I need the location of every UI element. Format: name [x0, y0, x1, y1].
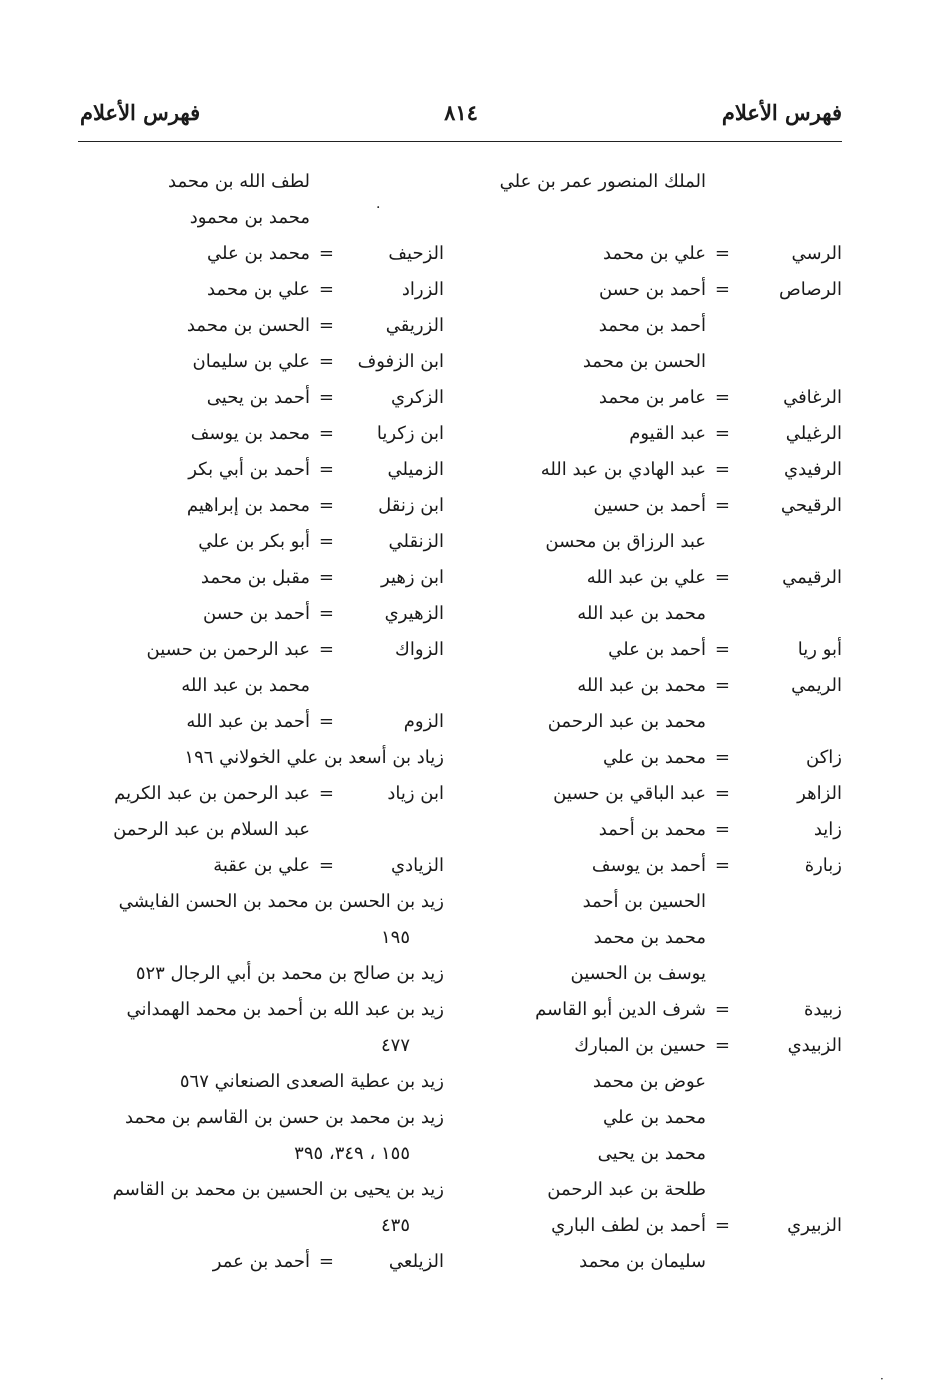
page-header [80, 100, 842, 134]
index-entry [70, 236, 444, 272]
index-entry [70, 380, 444, 416]
entry-surname: الرسي [791, 243, 842, 264]
index-entry [499, 164, 842, 200]
entry-surname: ابن زهير [381, 567, 444, 588]
entry-equals: = [714, 387, 730, 408]
index-entry [510, 488, 842, 524]
index-entry [70, 416, 444, 452]
entry-equals: = [318, 495, 334, 516]
entry-surname: الرقيحي [780, 495, 842, 516]
entry-surname: الزبيدي [787, 1035, 842, 1056]
entry-equals: = [318, 639, 334, 660]
entry-name: أحمد بن يحيى [206, 387, 310, 408]
entry-equals: = [714, 495, 730, 516]
index-entry [510, 920, 842, 956]
index-entry [510, 200, 842, 236]
entry-surname: زايد [813, 819, 842, 840]
entry-name: عبد الرحمن بن حسين [146, 639, 310, 660]
entry-equals: = [318, 351, 334, 372]
entry-equals: = [714, 855, 730, 876]
stray-mark: · [376, 200, 381, 216]
entry-equals: = [318, 711, 334, 732]
entry-surname: الرقيمي [782, 567, 842, 588]
index-entry [510, 344, 842, 380]
index-entry [510, 668, 842, 704]
index-column-left [70, 164, 444, 1280]
entry-equals: = [318, 315, 334, 336]
index-entry [70, 920, 444, 956]
index-entry [70, 1208, 444, 1244]
entry-name: علي بن محمد [603, 243, 706, 264]
entry-surname: الزواك [395, 639, 444, 660]
entry-surname: الرصاص [779, 279, 842, 300]
index-entry [510, 236, 842, 272]
entry-name: زيد بن الحسن بن محمد بن الحسن الفايشي [118, 891, 444, 912]
entry-name: محمد بن عبد الله [181, 675, 310, 696]
header-rule [78, 141, 842, 142]
entry-name: الحسن بن محمد [186, 315, 310, 336]
index-entry [510, 560, 842, 596]
entry-surname: زبيدة [803, 999, 842, 1020]
entry-pages: ٤٧٧ [380, 1035, 410, 1056]
entry-surname: الزبيري [787, 1215, 842, 1236]
index-entry [510, 416, 842, 452]
entry-name: عامر بن محمد [598, 387, 706, 408]
index-entry [70, 488, 444, 524]
index-entry [70, 1100, 444, 1136]
entry-equals: = [714, 675, 730, 696]
entry-name: محمد بن عبد الله [577, 675, 706, 696]
entry-name: لطف الله بن محمد [168, 171, 310, 192]
entry-equals: = [318, 783, 334, 804]
entry-surname: الرغيلي [785, 423, 842, 444]
entry-equals: = [714, 783, 730, 804]
entry-surname: الزاهر [797, 783, 842, 804]
index-entry [510, 1172, 842, 1208]
index-entry [510, 1028, 842, 1064]
entry-name: أحمد بن أبي بكر [188, 459, 310, 480]
entry-surname: الزوم [403, 711, 444, 732]
index-entry [510, 1136, 842, 1172]
entry-name: أحمد بن يوسف [591, 855, 706, 876]
entry-surname: الريمي [791, 675, 842, 696]
index-entry [510, 380, 842, 416]
entry-equals: = [714, 1215, 730, 1236]
index-entry [70, 992, 444, 1028]
entry-name: شرف الدين أبو القاسم [535, 999, 706, 1020]
entry-name: عبد الهادي بن عبد الله [540, 459, 706, 480]
entry-equals: = [318, 1251, 334, 1272]
index-entry [510, 1100, 842, 1136]
entry-surname: الزريقي [385, 315, 444, 336]
entry-equals: = [318, 567, 334, 588]
entry-equals: = [714, 459, 730, 480]
entry-name: الحسن بن محمد [582, 351, 706, 372]
entry-surname: الرفيدي [784, 459, 842, 480]
entry-equals: = [714, 423, 730, 444]
entry-equals: = [318, 279, 334, 300]
index-entry [70, 704, 444, 740]
entry-name: محمد بن يوسف [190, 423, 310, 444]
index-entry [510, 812, 842, 848]
entry-surname: أبو ريا [797, 639, 842, 660]
entry-name: أبو بكر بن علي [198, 531, 310, 552]
index-entry [70, 560, 444, 596]
entry-equals: = [714, 747, 730, 768]
entry-name: مقبل بن محمد [200, 567, 310, 588]
entry-equals: = [318, 603, 334, 624]
entry-surname: الزيلعي [388, 1251, 444, 1272]
entry-equals: = [714, 639, 730, 660]
entry-name: محمد بن محمد [593, 927, 706, 948]
index-entry [70, 200, 444, 236]
index-entry [70, 272, 444, 308]
entry-name: سليمان بن محمد [579, 1251, 706, 1272]
entry-surname: الزيادي [390, 855, 444, 876]
entry-surname: ابن الزفوف [357, 351, 444, 372]
entry-name: أحمد بن علي [608, 639, 706, 660]
entry-name: أحمد بن عبد الله [186, 711, 310, 732]
entry-name: محمد بن عبد الله [577, 603, 706, 624]
index-entry [70, 524, 444, 560]
entry-name: يوسف بن الحسين [570, 963, 706, 984]
index-entry [510, 632, 842, 668]
entry-surname: ابن زياد [387, 783, 444, 804]
index-entry [70, 848, 444, 884]
index-entry [510, 452, 842, 488]
index-entry [70, 1028, 444, 1064]
entry-surname: زبارة [804, 855, 842, 876]
entry-name: محمد بن علي [603, 1107, 706, 1128]
entry-name: عبد الرحمن بن عبد الكريم [114, 783, 310, 804]
entry-surname: الزميلي [387, 459, 444, 480]
entry-equals: = [318, 459, 334, 480]
index-entry [70, 596, 444, 632]
entry-name: محمد بن عبد الرحمن [547, 711, 706, 732]
index-entry [510, 1208, 842, 1244]
entry-equals: = [714, 279, 730, 300]
index-entry [70, 884, 444, 920]
index-entry [510, 524, 842, 560]
entry-name: محمد بن إبراهيم [186, 495, 310, 516]
entry-surname: الزنقلي [388, 531, 444, 552]
index-entry [510, 776, 842, 812]
entry-surname: زاكن [806, 747, 842, 768]
entry-name: زيد بن يحيى بن الحسين بن محمد بن القاسم [112, 1179, 444, 1200]
entry-name: زيد بن صالح بن محمد بن أبي الرجال ٥٢٣ [135, 963, 444, 984]
index-entry [70, 632, 444, 668]
entry-equals: = [714, 243, 730, 264]
entry-pages: ٤٣٥ [380, 1215, 410, 1236]
page-number: ٨١٤ [444, 100, 478, 125]
index-entry [70, 164, 444, 200]
index-entry [70, 308, 444, 344]
entry-surname: الزكري [390, 387, 444, 408]
index-entry [70, 1244, 444, 1280]
entry-name: محمد بن أحمد [598, 819, 706, 840]
entry-surname: الرغافي [783, 387, 842, 408]
index-entry [70, 812, 444, 848]
entry-name: محمد بن يحيى [597, 1143, 706, 1164]
index-entry [510, 1244, 842, 1280]
entry-name: علي بن سليمان [192, 351, 310, 372]
entry-name: زيد بن عبد الله بن أحمد بن محمد الهمداني [126, 999, 444, 1020]
entry-name: علي بن عقبة [213, 855, 310, 876]
entry-name: زيد بن محمد بن حسن بن القاسم بن محمد [124, 1107, 444, 1128]
index-entry [510, 884, 842, 920]
entry-name: الحسين بن أحمد [582, 891, 706, 912]
index-entry [510, 740, 842, 776]
entry-name: زيد بن عطية الصعدى الصنعاني ٥٦٧ [179, 1071, 444, 1092]
entry-name: عبد الباقي بن حسين [553, 783, 706, 804]
index-entry [70, 776, 444, 812]
running-title-left: فهرس الأعلام [80, 100, 201, 125]
entry-name: أحمد بن حسن [598, 279, 706, 300]
index-entry [510, 848, 842, 884]
entry-name: علي بن عبد الله [586, 567, 706, 588]
entry-name: طلحة بن عبد الرحمن [547, 1179, 706, 1200]
index-entry [70, 668, 444, 704]
entry-surname: ابن زنقل [378, 495, 444, 516]
entry-equals: = [714, 567, 730, 588]
index-entry [70, 956, 444, 992]
index-entry [510, 308, 842, 344]
entry-name: زياد بن أسعد بن علي الخولاني ١٩٦ [184, 747, 444, 768]
entry-name: محمد بن علي [603, 747, 706, 768]
index-entry [510, 1064, 842, 1100]
entry-surname: الزهيري [384, 603, 444, 624]
entry-name: الملك المنصور عمر بن علي [499, 171, 706, 192]
entry-pages: ١٥٥ ، ٣٤٩، ٣٩٥ [294, 1143, 410, 1164]
entry-name: محمد بن علي [207, 243, 310, 264]
entry-name: عبد الرزاق بن محسن [545, 531, 706, 552]
index-entry [70, 1172, 444, 1208]
entry-name: أحمد بن عمر [212, 1251, 310, 1272]
entry-name: عوض بن محمد [592, 1071, 706, 1092]
entry-name: أحمد بن لطف الباري [551, 1215, 706, 1236]
entry-name: عبد السلام بن عبد الرحمن [113, 819, 310, 840]
entry-pages: ١٩٥ [380, 927, 410, 948]
index-entry [510, 992, 842, 1028]
running-title-right: فهرس الأعلام [721, 100, 842, 125]
index-entry [510, 596, 842, 632]
entry-equals: = [318, 531, 334, 552]
entry-equals: = [318, 423, 334, 444]
entry-surname: الزحيف [388, 243, 444, 264]
index-entry [70, 452, 444, 488]
entry-name: أحمد بن محمد [598, 315, 706, 336]
entry-surname: ابن زكريا [376, 423, 444, 444]
entry-equals: = [714, 1035, 730, 1056]
index-entry [510, 704, 842, 740]
index-entry [70, 1136, 444, 1172]
entry-name: عبد القيوم [629, 423, 706, 444]
entry-name: حسين بن المبارك [574, 1035, 706, 1056]
entry-surname: الزراد [401, 279, 444, 300]
entry-name: أحمد بن حسين [593, 495, 706, 516]
entry-equals: = [318, 855, 334, 876]
entry-equals: = [714, 999, 730, 1020]
index-entry [510, 272, 842, 308]
index-entry [510, 956, 842, 992]
entry-equals: = [318, 243, 334, 264]
stray-mark-corner: · [880, 1372, 884, 1386]
index-entry [70, 344, 444, 380]
index-entry [70, 740, 444, 776]
entry-name: علي بن محمد [207, 279, 310, 300]
entry-equals: = [318, 387, 334, 408]
entry-name: محمد بن محمود [189, 207, 310, 228]
entry-equals: = [714, 819, 730, 840]
entry-name: أحمد بن حسن [202, 603, 310, 624]
index-entry [70, 1064, 444, 1100]
index-column-right [499, 164, 842, 1280]
